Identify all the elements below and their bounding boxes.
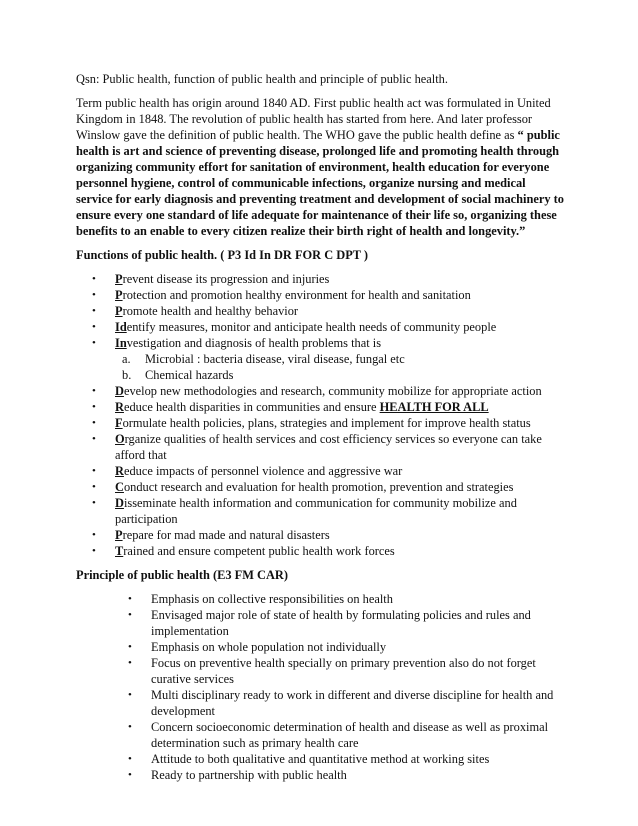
bullet-icon: • <box>128 721 132 733</box>
bullet-icon: • <box>92 545 96 557</box>
list-item: • Ready to partnership with public health <box>128 768 347 782</box>
investigation-sublist <box>115 351 564 383</box>
bullet-icon: • <box>128 769 132 781</box>
functions-heading: Functions of public health. ( P3 Id In DR FOR C DPT ) <box>76 248 369 262</box>
list-item: • Investigation and diagnosis of health problems that is a. Microbial : bacteria disease, viral disease, fungal etc b. Chemical hazards <box>92 335 564 383</box>
bullet-icon: • <box>92 273 96 285</box>
list-item: • Prepare for mad made and natural disasters <box>92 528 330 542</box>
bullet-icon: • <box>92 497 96 509</box>
bullet-icon: • <box>92 337 96 349</box>
list-item: • Multi disciplinary ready to work in different and diverse discipline for health and development <box>128 688 554 718</box>
list-item: • Protection and promotion healthy environment for health and sanitation <box>92 288 471 302</box>
list-item: • Focus on preventive health specially on primary prevention also do not forget curative services <box>128 656 536 686</box>
bullet-icon: • <box>128 689 132 701</box>
list-item: • Identify measures, monitor and anticipate health needs of community people <box>92 320 497 334</box>
bullet-icon: • <box>92 481 96 493</box>
list-item: • Trained and ensure competent public health work forces <box>92 544 395 558</box>
bullet-icon: • <box>92 321 96 333</box>
bullet-icon: • <box>92 529 96 541</box>
bullet-icon: • <box>92 401 96 413</box>
list-item: • Promote health and healthy behavior <box>92 304 299 318</box>
list-item: • Disseminate health information and communication for community mobilize and participation <box>92 496 517 526</box>
intro-paragraph <box>76 95 564 239</box>
bullet-icon: • <box>92 289 96 301</box>
who-definition-quote: “ public health is art and science of preventing disease, prolonged life and promoting health through organizing community effort for sanitation of environment, health education for everyone personnel hygiene, control of communicable infections, organize nursing and medical service for early diagnosis and preventing treatment and development of social machinery to ensure every one standard of life adequate for maintenance of their life so, organizing these benefits to an enable to every citizen realize their birth right of health and longevity.” <box>76 128 565 238</box>
list-item: • Organize qualities of health services and cost efficiency services so everyone can take afford that <box>92 432 542 462</box>
functions-list <box>92 271 564 559</box>
bullet-icon: • <box>128 657 132 669</box>
list-item: • Prevent disease its progression and injuries <box>92 272 330 286</box>
list-item: • Emphasis on collective responsibilities on health <box>128 592 393 606</box>
bullet-icon: • <box>92 385 96 397</box>
principles-heading: Principle of public health (E3 FM CAR) <box>76 568 289 582</box>
list-item: • Conduct research and evaluation for health promotion, prevention and strategies <box>92 480 514 494</box>
document-body <box>76 71 564 783</box>
bullet-icon: • <box>128 609 132 621</box>
sublist-item: a. Microbial : bacteria disease, viral disease, fungal etc <box>122 352 405 366</box>
list-item: • Reduce impacts of personnel violence and aggressive war <box>92 464 403 478</box>
bullet-icon: • <box>128 753 132 765</box>
list-item: • Develop new methodologies and research, community mobilize for appropriate action <box>92 384 542 398</box>
bullet-icon: • <box>92 417 96 429</box>
list-item: • Formulate health policies, plans, strategies and implement for improve health status <box>92 416 531 430</box>
question-line: Qsn: Public health, function of public health and principle of public health. <box>76 72 448 86</box>
bullet-icon: • <box>92 433 96 445</box>
intro-text: Term public health has origin around 1840 AD. First public health act was formulated in United Kingdom in 1848. The revolution of public health has started from here. And later professor Winslow gave the definition of public health. The WHO gave the public health define as <box>76 96 551 142</box>
bullet-icon: • <box>128 641 132 653</box>
principles-list <box>128 591 564 783</box>
bullet-icon: • <box>92 305 96 317</box>
list-item: • Emphasis on whole population not individually <box>128 640 387 654</box>
list-item: • Attitude to both qualitative and quantitative method at working sites <box>128 752 490 766</box>
list-item: • Concern socioeconomic determination of health and disease as well as proximal determination such as primary health care <box>128 720 549 750</box>
health-for-all-emphasis: HEALTH FOR ALL <box>379 400 489 414</box>
bullet-icon: • <box>92 465 96 477</box>
sublist-item: b. Chemical hazards <box>122 368 234 382</box>
list-item: • Reduce health disparities in communities and ensure HEALTH FOR ALL <box>92 400 489 414</box>
bullet-icon: • <box>128 593 132 605</box>
list-item: • Envisaged major role of state of health by formulating policies and rules and implementation <box>128 608 531 638</box>
